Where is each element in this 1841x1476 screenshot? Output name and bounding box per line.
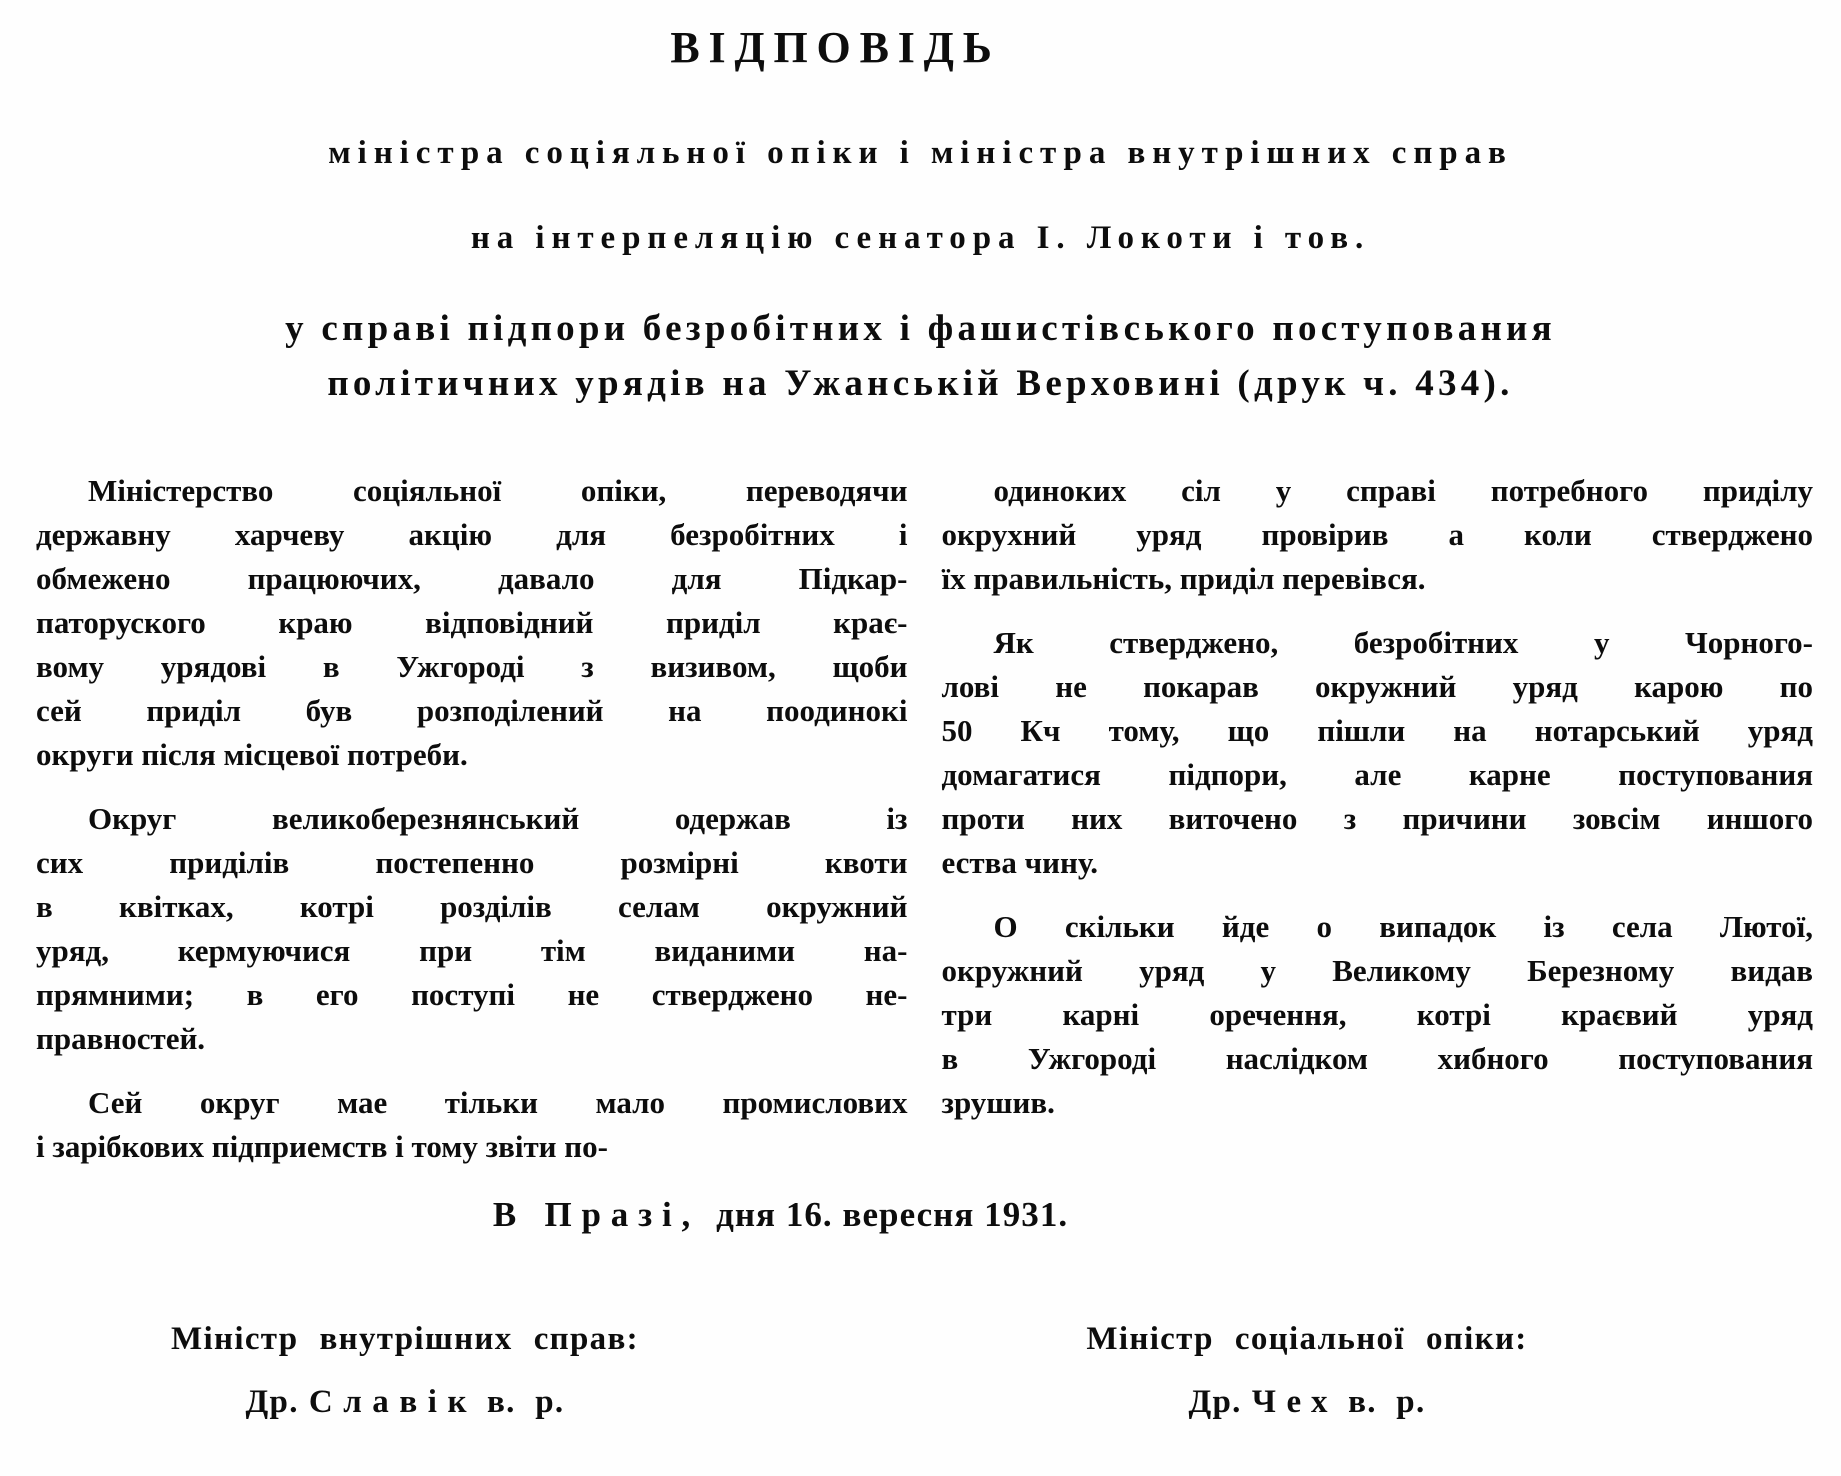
text-line: паторуского краю відповідний приділ крає- (36, 605, 908, 640)
text-line: О скільки йде о випадок із села Лютої, (993, 909, 1813, 944)
date-line (0, 1195, 1701, 1235)
signature-name: Чех (1251, 1384, 1339, 1420)
text-line: в квітках, котрі розділів селам окружний (36, 889, 908, 924)
text-line: Міністерство соціяльної опіки, переводячи (88, 473, 908, 508)
text-line: Сей округ мае тільки мало промислових (88, 1085, 908, 1120)
document-subtitle-ministers: міністра соціяльної опіки і міністра внутрішних справ (328, 135, 1513, 171)
paragraph (942, 469, 1814, 601)
text-line: проти них виточено з причини зовсім иншого (941, 801, 1813, 836)
text-line: їх правильність, приділ перевівся. (941, 561, 1426, 596)
signature-prefix: Др. (245, 1384, 299, 1420)
signature-name-line (171, 1384, 639, 1421)
text-line: уряд, кермуючися при тім виданими на- (36, 933, 908, 968)
column-left (36, 469, 908, 1169)
subject-line-2: політичних урядів на Ужанській Верховині (друк ч. 434). (327, 363, 1514, 404)
text-line: сей приділ був розподілений на поодинокі (36, 693, 908, 728)
text-line: прямними; в его поступі не стверджено не- (36, 977, 908, 1012)
document-subtitle-interpellation: на інтерпеляцію сенатора І. Локоти і тов. (470, 220, 1371, 256)
text-line: лові не покарав окружний уряд карою по (941, 669, 1813, 704)
text-line: обмежено працюючих, давало для Підкар- (36, 561, 908, 596)
text-line: окружний уряд у Великому Березному видав (941, 953, 1813, 988)
signature-name-line (1086, 1384, 1527, 1421)
text-line: правностей. (36, 1021, 206, 1056)
paragraph (942, 905, 1814, 1125)
text-line: Як стверджено, безробітних у Чорного- (993, 625, 1813, 660)
paragraph (36, 469, 908, 777)
document-title: ВІДПОВІДЬ (670, 23, 1001, 72)
signature-suffix: в. р. (487, 1384, 565, 1420)
signature-suffix: в. р. (1348, 1384, 1426, 1420)
body-columns (0, 469, 1841, 1169)
text-line: в Ужгороді наслідком хибного поступования (941, 1041, 1813, 1076)
text-line: три карні оречення, котрі краєвий уряд (941, 997, 1813, 1032)
text-line: державну харчеву акцію для безробітних і (36, 517, 908, 552)
subject-line-1: у справі підпори безробітних і фашистівського поступования (285, 308, 1556, 349)
signature-prefix: Др. (1188, 1384, 1242, 1420)
text-line: ества чину. (941, 845, 1098, 880)
signature-role: Міністр внутрішних справ: (171, 1321, 639, 1357)
signature-block (0, 1321, 1841, 1471)
text-line: вому урядові в Ужгороді з визивом, щоби (36, 649, 908, 684)
date-place: В Празі, (492, 1195, 701, 1234)
signature-interior-minister (171, 1321, 639, 1421)
date-rest: дня 16. вересня 1931. (716, 1195, 1069, 1234)
document-subject (0, 301, 1841, 411)
text-line: округи після місцевої потреби. (36, 737, 468, 772)
column-right (942, 469, 1814, 1169)
text-line: окрухний уряд провірив а коли стверджено (941, 517, 1813, 552)
signature-social-welfare-minister (1086, 1321, 1527, 1421)
paragraph (36, 1081, 908, 1169)
signature-name: Славік (308, 1384, 478, 1420)
text-line: Округ великоберезнянський одержав із (88, 801, 908, 836)
text-line: зрушив. (941, 1085, 1055, 1120)
text-line: і зарібкових підприемств і тому звіти по- (36, 1129, 608, 1164)
text-line: сих приділів постепенно розмірні квоти (36, 845, 908, 880)
text-line: домагатися підпори, але карне поступования (941, 757, 1813, 792)
paragraph (36, 797, 908, 1061)
text-line: 50 Кч тому, що пішли на нотарський уряд (941, 713, 1813, 748)
paragraph (942, 621, 1814, 885)
text-line: одиноких сіл у справі потребного приділу (993, 473, 1813, 508)
signature-role: Міністр соціальної опіки: (1086, 1321, 1528, 1357)
